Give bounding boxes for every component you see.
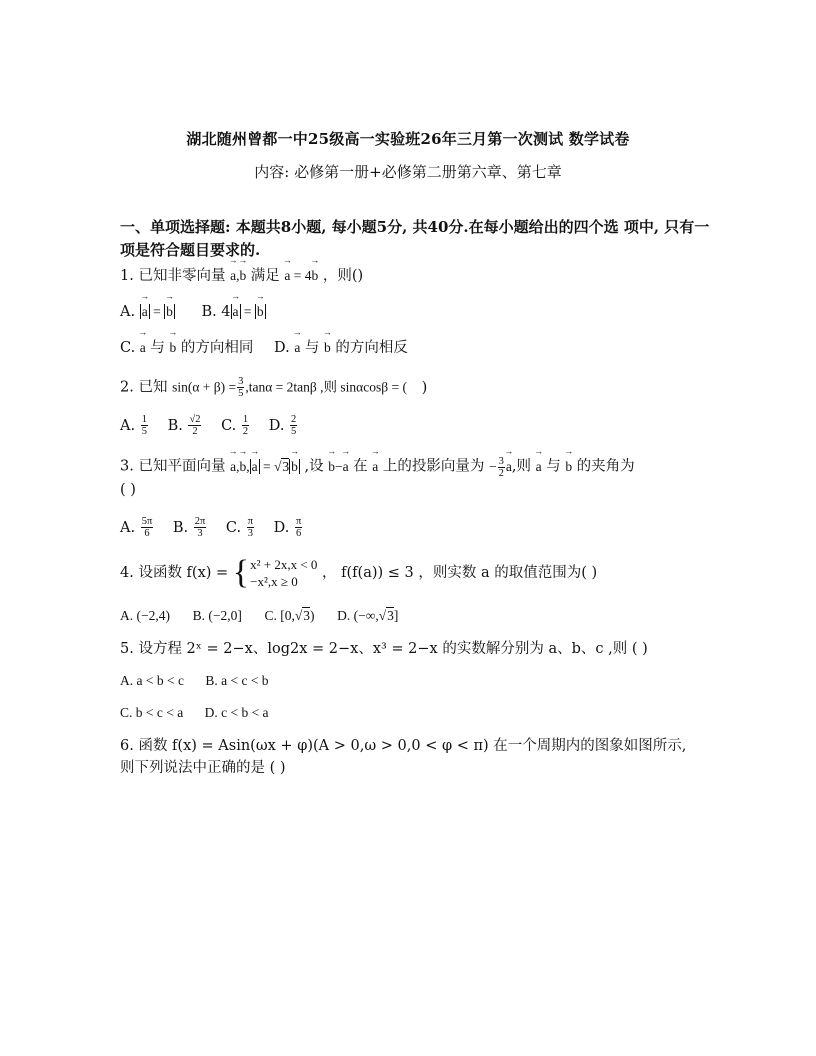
frac-den: 5 [238,388,244,399]
q4-option-d [337,608,398,623]
vec-a: → a [230,457,236,477]
frac-num: π [247,516,254,527]
vec-b: → b [291,457,298,477]
frac-num: √2 [189,414,201,425]
frac-den: 5 [291,426,297,437]
minus: − [334,458,343,474]
q1-opt-c-text-b: 与 [150,340,165,356]
vec-a: → a [372,457,378,477]
page-title: 湖北随州曾都一中25级高一实验班26年三月第一次测试 数学试卷 [186,130,630,148]
q3-option-d [273,516,304,539]
fraction-3-5 [237,376,244,399]
q5-option-a: A. a < b < c [120,673,184,688]
sqrt-symbol: √ [273,458,282,474]
question-4-options [120,606,398,626]
q3-option-a [120,516,154,539]
q1-opt-c-text-c: 的方向相同 [180,340,254,356]
q3-text-f: 与 [546,458,561,475]
frac-num: 1 [141,414,147,425]
q1-text-a: 1. 已知非零向量 [120,268,226,284]
q1-option-b [201,304,265,320]
q2-text-a: 2. 已知 [120,379,168,396]
question-1-options-cd [120,338,408,358]
q2-option-b [167,414,203,437]
q4-opt-d-b: ] [393,608,399,623]
frac-den: 2 [242,426,249,437]
four: 4 [304,268,312,283]
q1-option-d [274,340,408,356]
q4-text-b: ， f(f(a)) ≤ 3 ，则实数 a 的取值范围为( ) [322,565,598,581]
q2-opt-b-label: B. [167,417,183,434]
question-2-stem [120,376,427,399]
q1-comma: , [236,268,240,283]
frac-den: 3 [247,528,253,539]
minus: − [489,458,497,474]
vec-b: → b [257,302,264,322]
vec-a: → a [233,302,239,322]
eq: = [262,458,271,474]
q3-text-b: ,设 [304,458,324,475]
q2-sin-expr: sin(α + β) = [172,379,237,395]
q3-vectors [230,459,300,474]
frac-num: 3 [498,456,504,467]
q3-text-a: 3. 已知平面向量 [120,458,226,475]
question-1-stem [120,266,363,286]
vec-b: → b [324,338,331,358]
q1-opt-a-label: A. [120,304,136,320]
sqrt-symbol: √ [294,608,303,623]
q1-opt-d-text-b: 与 [304,340,320,356]
q1-option-c [120,340,253,356]
q2-option-c [221,414,250,437]
q2-opt-a-label: A. [120,417,136,434]
frac-den: 6 [296,528,302,539]
q3-option-b [172,516,207,539]
frac-num: π [295,516,302,527]
q4-opt-c-b: ) [309,608,315,623]
vec-b: → b [565,457,572,477]
question-1-options-ab [120,302,266,322]
frac-num: 5π [141,516,153,527]
q1-vectors [230,268,246,283]
q1-condition [284,268,318,283]
q3-diff [328,459,348,474]
sqrt-radicand: 3 [303,608,310,623]
vec-a: → a [294,338,300,358]
sqrt-radicand: 3 [387,608,394,623]
question-3-options [120,516,303,539]
eq: = [243,304,252,319]
piecewise-cases [250,556,317,590]
page-subtitle: 内容: 必修第一册+必修第二册第六章、第七章 [254,163,562,181]
case-1: x² + 2x,x < 0 [250,557,318,572]
q2-option-d [268,414,299,437]
question-2-options [120,414,298,437]
question-4-stem [120,556,597,590]
q3-opt-b-label: B. [172,519,189,536]
q2-opt-d-label: D. [268,417,285,434]
vec-a: → a [140,338,146,358]
vec-b: → b [239,266,246,286]
q4-option-b: B. (−2,0] [192,608,242,623]
question-3-bracket: ( ) [120,482,136,498]
frac-num: 1 [242,414,249,425]
q1-option-a [120,304,175,320]
q4-opt-d-a: D. (−∞, [337,608,379,623]
frac-den: 3 [197,528,203,539]
vec-a: → a [252,457,258,477]
q3-text-d: 上的投影向量为 [382,458,485,475]
q3-projection [489,456,512,479]
frac-num: 2π [194,516,206,527]
q2-opt-c-label: C. [221,417,237,434]
sqrt-radicand: 3 [282,458,290,474]
eq: = [153,304,161,319]
vec-b: → b [328,457,335,477]
comma: , [246,458,250,474]
q2-option-a [120,414,149,437]
section-heading: 一、单项选择题: 本题共8小题, 每小题5分, 共40分.在每小题给出的四个选 项中, 只有一项是符合题目要求的. [120,218,710,259]
sqrt-symbol: √ [378,608,387,623]
q4-option-c [264,608,314,623]
vec-b: → b [312,266,319,286]
q5-option-b: B. a < c < b [205,673,269,688]
vec-b: → b [166,302,173,322]
question-5-options-ab [120,671,269,691]
frac-den: 2 [192,426,198,437]
q2-text-c: ) [421,379,428,396]
q3-option-c [225,516,255,539]
q1-opt-d-label: D. [273,340,290,356]
vec-a: → a [343,457,349,477]
piecewise-function [233,556,318,590]
vec-a: → a [284,266,290,286]
frac-num: 2 [291,414,297,425]
case-2: −x²,x ≥ 0 [250,574,298,589]
q1-opt-b-label: B. 4 [201,304,231,320]
q3-opt-a-label: A. [120,519,136,536]
frac-den: 2 [498,468,504,479]
vec-a: → a [506,457,512,477]
q1-text-b: 满足 [250,268,280,284]
q3-text-e: ,则 [511,458,531,475]
q1-text-c: ，则() [322,268,364,284]
q3-text-g: 的夹角为 [576,458,635,475]
vec-a: → a [142,302,148,322]
frac-den: 5 [141,426,147,437]
q1-opt-c-label: C. [120,340,136,356]
comma: , [236,458,240,474]
question-5-options-cd [120,703,269,723]
eq: = [293,268,302,283]
q4-opt-c-a: C. [0, [264,608,295,623]
vec-b: → b [170,338,177,358]
q4-text-a: 4. 设函数 f(x) = [120,565,229,581]
q3-text-c: 在 [353,458,368,475]
vec-b: → b [239,457,246,477]
q5-option-c: C. b < c < a [120,705,184,720]
q4-option-a: A. (−2,4) [120,608,170,623]
vec-a: → a [536,457,542,477]
question-3-stem [120,456,635,479]
q2-text-b: ,tanα = 2tanβ ,则 sinαcosβ = ( [245,379,407,395]
question-5-stem: 5. 设方程 2ˣ = 2−x、log2x = 2−x、x³ = 2−x 的实数解分别为 a、b、c ,则 ( ) [120,641,648,657]
left-brace: { [232,554,250,591]
frac-den: 6 [144,528,150,539]
q1-opt-d-text-c: 的方向相反 [335,340,408,356]
question-6-stem: 6. 函数 f(x) = Asin(ωx + φ)(A > 0,ω > 0,0 < φ < π) 在一个周期内的图象如图所示,则下列说法中正确的是 ( ) [120,738,687,776]
vec-a: → a [230,266,236,286]
frac-num: 3 [238,376,244,387]
q3-opt-d-label: D. [273,519,290,536]
q3-opt-c-label: C. [225,519,242,536]
q5-option-d: D. c < b < a [204,705,269,720]
